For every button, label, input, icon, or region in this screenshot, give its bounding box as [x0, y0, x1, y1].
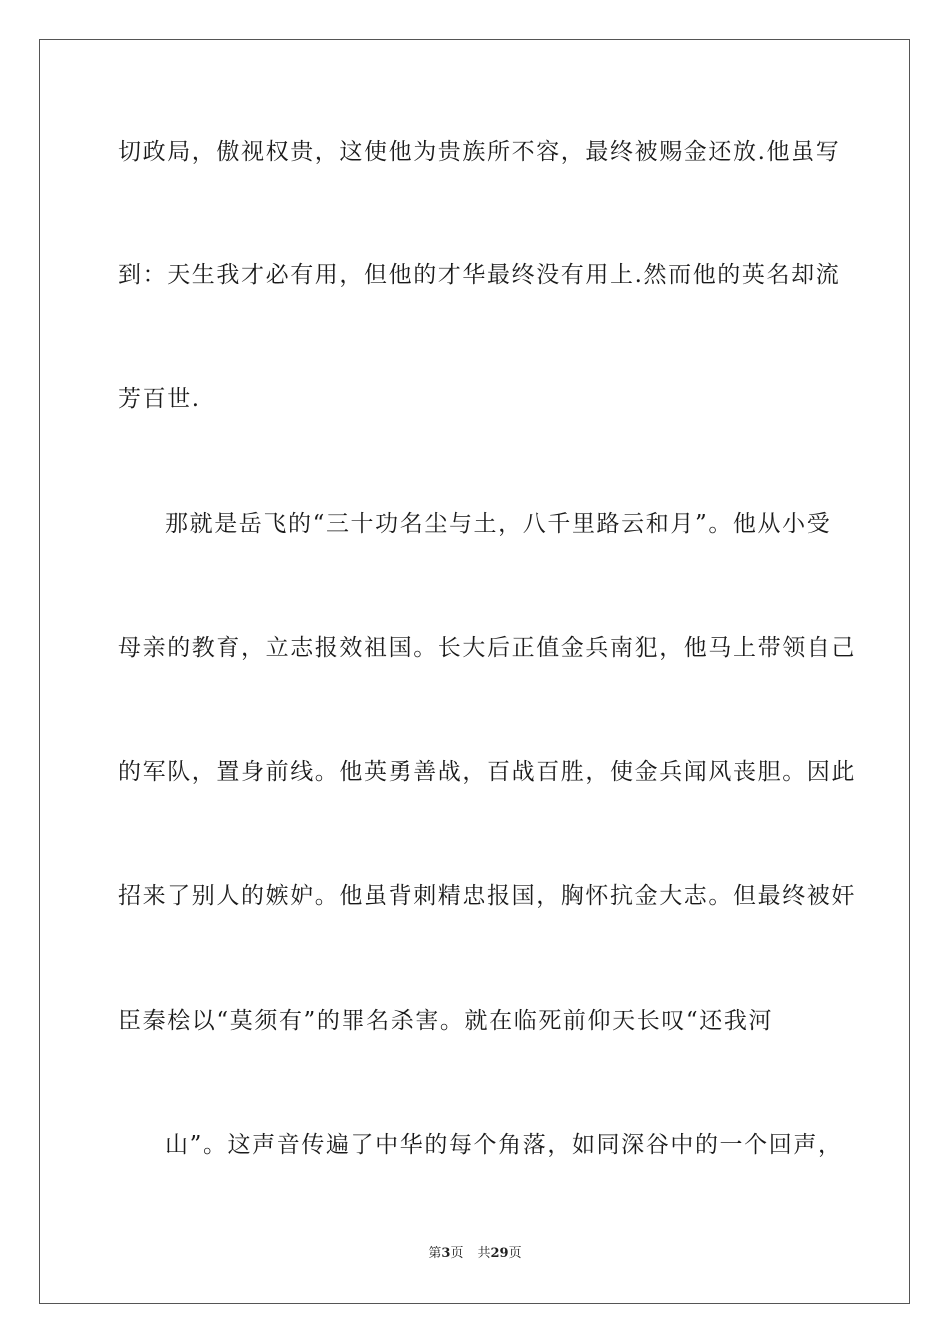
total-pages-number: 29 [490, 1246, 509, 1261]
text-line-9: 山”。这声音传遍了中华的每个角落，如同深谷中的一个回声， [165, 1132, 843, 1158]
page-footer [0, 1245, 950, 1263]
text-line-5: 母亲的教育，立志报效祖国。长大后正值金兵南犯，他马上带领自己 [118, 635, 856, 661]
page-suffix: 页 [450, 1246, 464, 1261]
page-prefix: 第 [428, 1246, 442, 1261]
text-line-6: 的军队，置身前线。他英勇善战，百战百胜，使金兵闻风丧胆。因此 [118, 759, 856, 785]
text-line-2: 到：天生我才必有用，但他的才华最终没有用上.然而他的英名却流 [118, 262, 841, 288]
text-line-4: 那就是岳飞的“三十功名尘与土，八千里路云和月”。他从小受 [165, 511, 832, 537]
text-line-7: 招来了别人的嫉妒。他虽背刺精忠报国，胸怀抗金大志。但最终被奸 [118, 883, 856, 909]
text-line-3: 芳百世. [118, 386, 201, 412]
current-page-number: 3 [441, 1246, 451, 1261]
total-prefix: 共 [477, 1246, 491, 1261]
total-suffix: 页 [508, 1246, 522, 1261]
text-line-8: 臣秦桧以“莫须有”的罪名杀害。就在临死前仰天长叹“还我河 [118, 1008, 774, 1034]
text-line-1: 切政局，傲视权贵，这使他为贵族所不容，最终被赐金还放.他虽写 [118, 139, 841, 165]
page-frame [39, 39, 910, 1304]
